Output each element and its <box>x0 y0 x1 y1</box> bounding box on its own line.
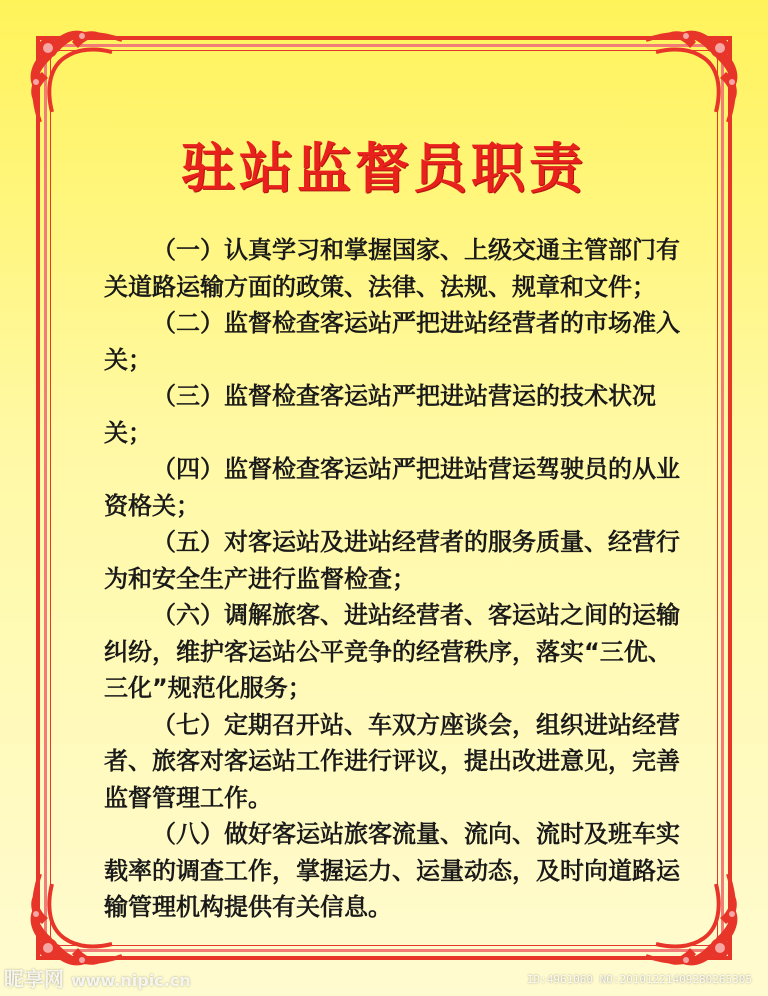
duty-item-3: （三）监督检查客运站严把进站营运的技术状况关； <box>104 382 656 447</box>
duty-item-2: （二）监督检查客运站严把进站经营者的市场准入关； <box>104 309 680 374</box>
duty-item-5: （五）对客运站及进站经营者的服务质量、经营行为和安全生产进行监督检查； <box>104 528 680 593</box>
watermark-url: www.nipic.cn <box>70 971 191 990</box>
duty-item-4: （四）监督检查客运站严把进站营运驾驶员的从业资格关； <box>104 455 680 520</box>
corner-ornament-top-left <box>22 22 142 142</box>
duty-item-1: （一）认真学习和掌握国家、上级交通主管部门有关道路运输方面的政策、法律、法规、规章和文件； <box>104 236 680 301</box>
watermark-id: ID:4961060 NO:20101221409280265305 <box>526 973 752 986</box>
watermark-brand <box>4 963 191 992</box>
duty-item-6: （六）调解旅客、进站经营者、客运站之间的运输纠纷，维护客运站公平竞争的经营秩序，落实“三优、三化”规范化服务； <box>104 601 680 702</box>
duty-item-7: （七）定期召开站、车双方座谈会，组织进站经营者、旅客对客运站工作进行评议，提出改进意见，完善监督管理工作。 <box>104 710 680 812</box>
corner-ornament-top-right <box>626 22 746 142</box>
watermark-brand-name: 昵享网 <box>4 967 64 991</box>
duties-list <box>104 232 680 926</box>
page-title: 驻站监督员职责 <box>181 137 587 200</box>
duty-item-8: （八）做好客运站旅客流量、流向、流时及班车实载率的调查工作，掌握运力、运量动态，及时向道路运输管理机构提供有关信息。 <box>104 820 680 921</box>
